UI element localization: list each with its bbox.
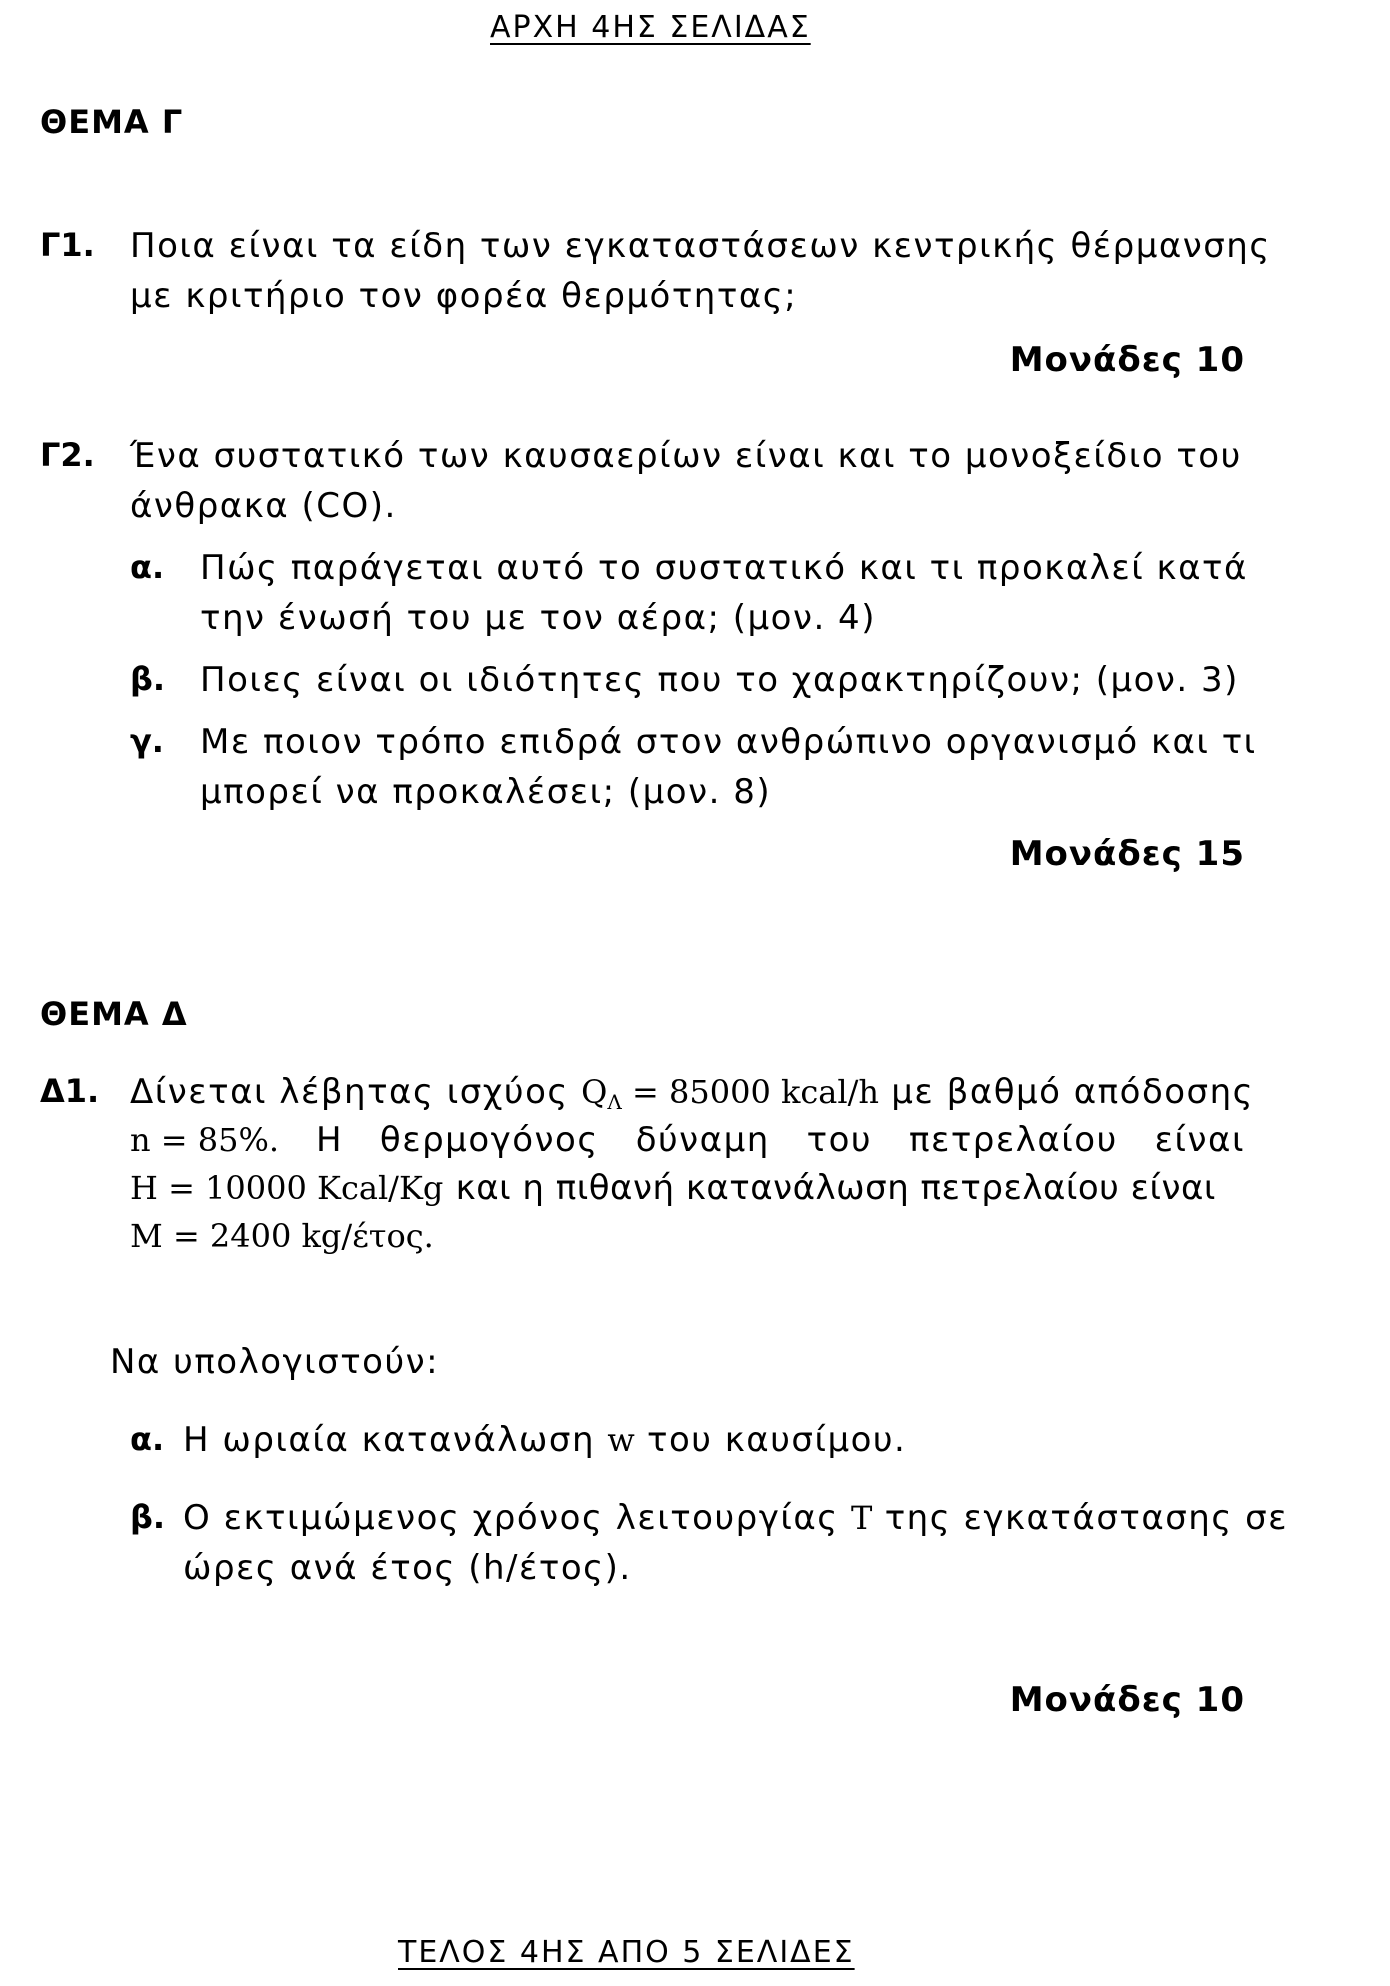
question-text-line [130, 1164, 1216, 1212]
subquestion-label: β. [130, 660, 166, 698]
text-segment: και η πιθανή κατανάλωση πετρελαίου είναι [455, 1168, 1216, 1208]
text-segment: Δίνεται λέβητας ισχύος [130, 1072, 569, 1112]
question-number: Γ2. [40, 436, 95, 474]
variable-w: w [607, 1421, 635, 1459]
question-text-line: με κριτήριο τον φορέα θερμότητας; [130, 276, 798, 316]
section-title-theme-c: ΘΕΜΑ Γ [40, 103, 184, 141]
word: θερμογόνος [379, 1120, 599, 1160]
question-text-line: Ένα συστατικό των καυσαερίων είναι και το μονοξείδιο του [130, 436, 1242, 476]
word: του [806, 1120, 873, 1160]
page-footer: ΤΕΛΟΣ 4ΗΣ ΑΠΟ 5 ΣΕΛΙΔΕΣ [398, 1935, 855, 1970]
question-number: Δ1. [40, 1072, 100, 1110]
subquestion-text-line: Ποιες είναι οι ιδιότητες που το χαρακτηρίζουν; (μον. 3) [200, 660, 1239, 700]
formula-consumption: M = 2400 kg/έτος. [130, 1217, 434, 1255]
word: πετρελαίου [908, 1120, 1118, 1160]
formula-power [581, 1073, 879, 1114]
formula-q-subscript: Λ [607, 1090, 622, 1114]
question-text-line [130, 1116, 1245, 1164]
formula-value: = 85000 kcal/h [632, 1073, 879, 1111]
variable-t: T [851, 1499, 873, 1537]
word: είναι [1154, 1120, 1245, 1160]
word: δύναμη [635, 1120, 770, 1160]
subquestion-label: α. [130, 548, 165, 586]
text-segment: της εγκατάστασης σε [884, 1498, 1289, 1538]
subquestion-text-line: Πώς παράγεται αυτό το συστατικό και τι προκαλεί κατά [200, 548, 1248, 588]
question-text-line: άνθρακα (CO). [130, 486, 397, 526]
text-segment: του καυσίμου. [647, 1420, 907, 1460]
subquestion-text-line: μπορεί να προκαλέσει; (μον. 8) [200, 772, 772, 812]
subquestion-text-line [183, 1416, 906, 1464]
page-header: ΑΡΧΗ 4ΗΣ ΣΕΛΙΔΑΣ [490, 10, 811, 45]
text-segment: Η ωριαία κατανάλωση [183, 1420, 595, 1460]
calculation-prompt: Να υπολογιστούν: [110, 1342, 440, 1382]
subquestion-label: γ. [130, 722, 164, 760]
marks-label: Μονάδες 10 [1009, 1680, 1245, 1720]
marks-label: Μονάδες 10 [1009, 340, 1245, 380]
subquestion-text-line [183, 1494, 1288, 1542]
marks-label: Μονάδες 15 [1009, 834, 1245, 874]
word: Η [315, 1120, 344, 1160]
subquestion-text-line: Με ποιον τρόπο επιδρά στον ανθρώπινο οργανισμό και τι [200, 722, 1257, 762]
subquestion-text-line: ώρες ανά έτος (h/έτος). [183, 1548, 632, 1588]
text-segment: Ο εκτιμώμενος χρόνος λειτουργίας [183, 1498, 839, 1538]
question-text-line [130, 1212, 434, 1260]
text-segment: με βαθμό απόδοσης [891, 1072, 1255, 1112]
subquestion-label: α. [130, 1420, 165, 1458]
formula-efficiency: n = 85%. [130, 1121, 280, 1159]
subquestion-label: β. [130, 1498, 166, 1536]
formula-calorific-value: H = 10000 Kcal/Kg [130, 1169, 444, 1207]
question-number: Γ1. [40, 226, 95, 264]
question-text-line: Ποια είναι τα είδη των εγκαταστάσεων κεντρικής θέρμανσης [130, 226, 1271, 266]
formula-q: Q [581, 1073, 608, 1111]
subquestion-text-line: την ένωσή του με τον αέρα; (μον. 4) [200, 598, 876, 638]
section-title-theme-d: ΘΕΜΑ Δ [40, 995, 188, 1033]
